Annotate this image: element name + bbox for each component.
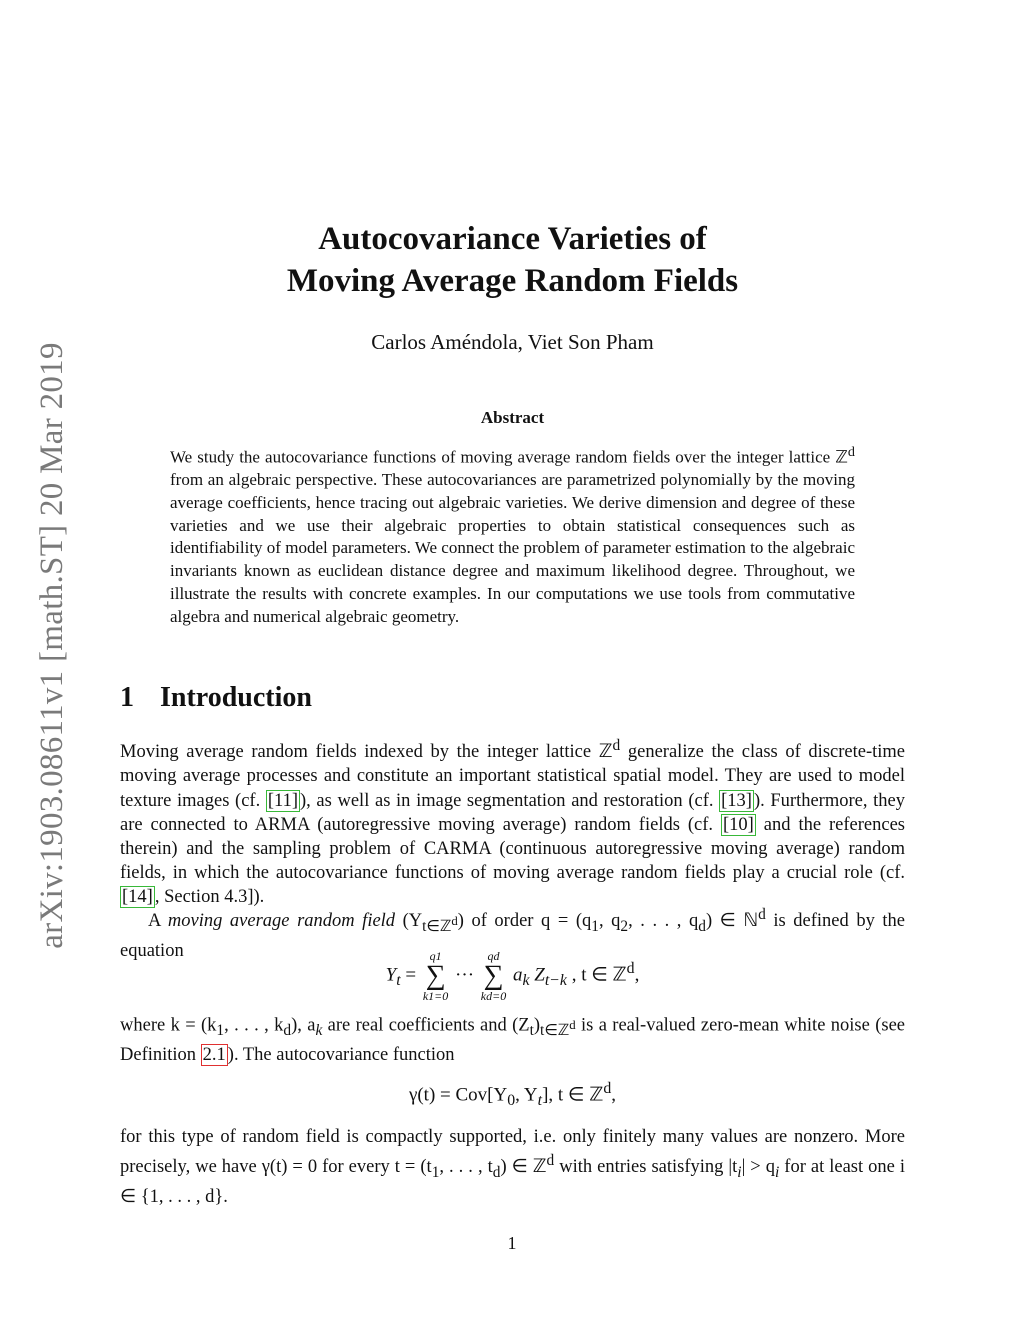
abstract-text: We study the autocovariance functions of moving average random fields over the integer lattice ℤ$^d$ from an algebraic perspective. These autocovariances are parametrized polynomially by the moving average coefficients, hence tracing out algebraic varieties. We derive dimension and degree of these varieties and we use their algebraic properties to obtain statistical consequences such as identifiability of model parameters. We connect the problem of parameter estimation to the algebraic invariants known as euclidean distance degree and maximum likelihood degree. Throughout, we illustrate the results with concrete examples. In our computations we use tools from commutative algebra and numerical algebraic geometry.: [170, 444, 855, 626]
citation-14[interactable]: [14]: [122, 887, 153, 908]
citation-13[interactable]: [13]: [721, 790, 752, 811]
page-number: 1: [507, 1233, 517, 1253]
citation-10[interactable]: [10]: [722, 814, 754, 835]
paper-title: [120, 218, 905, 302]
intro-paragraph-2: A moving average random field $(Y_{t\in ℤ^d})$ of order $q = (q_1$, $q_2$, . . . , $q_d$) ∈ ℕ$^d$ is defined by the equation: [120, 906, 905, 962]
section-title: Introduction: [160, 682, 312, 713]
arxiv-identifier: arXiv:1903.08611v1 [math.ST] 20 Mar 2019: [33, 341, 70, 949]
section-heading: [120, 682, 312, 714]
sum-symbol-1: q1 ∑ k1=0: [422, 949, 449, 1003]
section-number: 1: [120, 682, 134, 713]
equation-autocovariance: $\gamma(t) = Cov[Y_0$, $Y_t$], t ∈ ℤ$^d$,: [408, 1080, 617, 1110]
title-line-2: Moving Average Random Fields: [286, 263, 739, 299]
intro-paragraph-4: for this type of random field is compactly supported, i.e. only finitely many values are nonzero. More precisely, we have γ(t) = 0 for every $t = (t_1$, . . . , $t_d$) ∈ ℤ$^d$ with entries satisfying $|t_i| > q_i$ for at least one i ∈ {1, . . . , d}.: [120, 1127, 906, 1208]
intro-paragraph-1: Moving average random fields indexed by the integer lattice ℤ$^d$ generalize the class of discrete-time moving average processes and constitute an important statistical spatial model. They are used to model texture images (cf. [11] ), as well as in image segmentation and restoration (cf. [13] ). Furthermore, they are connected to ARMA (autoregressive moving average) random fields (cf. [10] and the references therein) and the sampling problem of CARMA (continuous autoregressive moving average) random fields, in which the autocovariance functions of moving average random fields play a crucial role (cf. [14] , Section 4.3]).: [120, 737, 905, 908]
equation-ma-field: $Y_t$ = q1 ∑ k1=0 ··· qd ∑ kd=0 $a_k$ $Z_{t-k}$ , t ∈ ℤ$^d$,: [385, 949, 640, 1003]
citation-11[interactable]: [11]: [267, 790, 298, 811]
title-line-1: Autocovariance Varieties of: [318, 221, 707, 257]
sum-symbol-d: qd ∑ kd=0: [480, 949, 507, 1003]
arxiv-sidebar: [22, 335, 82, 955]
authors: Carlos Améndola, Viet Son Pham: [371, 330, 654, 354]
abstract-heading: Abstract: [480, 408, 545, 427]
intro-paragraph-3: where $k = (k_1$, . . . , $k_d$), $a_k$ are real coefficients and $(Z_t)_{t\in ℤ^d}$ is a real-valued zero-mean white noise (see Definition 2.1 ). The autocovariance function: [120, 1015, 905, 1066]
definition-link[interactable]: 2.1: [202, 1045, 226, 1066]
